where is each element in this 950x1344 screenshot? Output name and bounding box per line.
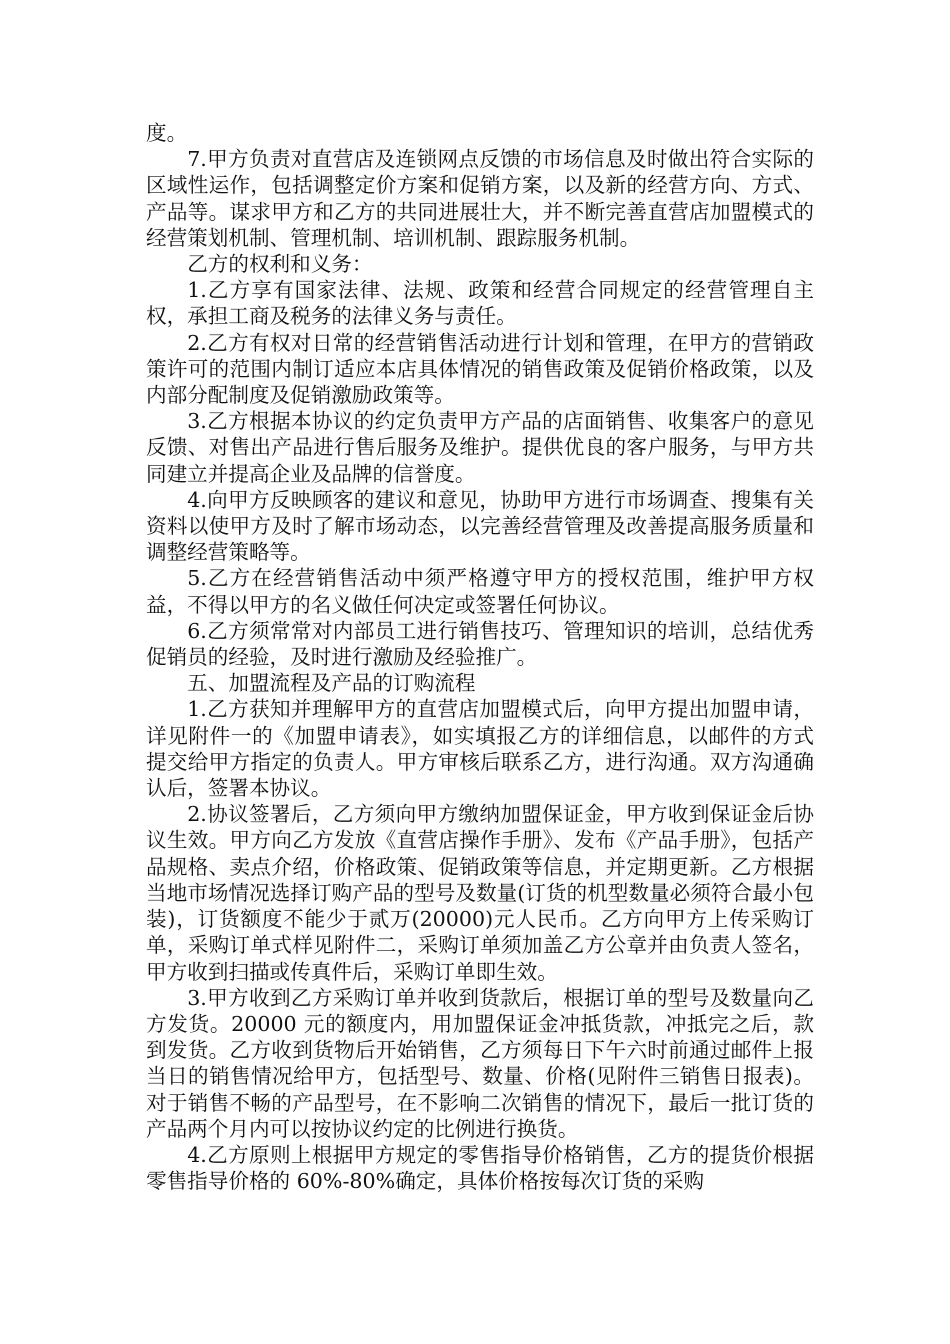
- paragraph-party-b-item-3: 3.乙方根据本协议的约定负责甲方产品的店面销售、收集客户的意见反馈、对售出产品进行售后服务及维护。提供优良的客户服务，与甲方共同建立并提高企业及品牌的信誉度。: [146, 409, 814, 486]
- section-heading-franchise-process: 五、加盟流程及产品的订购流程: [187, 671, 476, 696]
- paragraph-process-item-2: 2.协议签署后，乙方须向甲方缴纳加盟保证金，甲方收到保证金后协议生效。甲方向乙方发放《直营店操作手册》、发布《产品手册》，包括产品规格、卖点介绍，价格政策、促销政策等信息，并定期更新。乙方根据当地市场情况选择订购产品的型号及数量(订货的机型数量必须符合最小包装)，订货额度不能少于贰万(20000)元人民币。乙方向甲方上传采购订单，采购订单式样见附件二，采购订单须加盖乙方公章并由负责人签名，甲方收到扫描或传真件后，采购订单即生效。: [146, 802, 814, 984]
- paragraph-party-a-item-7: 7.甲方负责对直营店及连锁网点反馈的市场信息及时做出符合实际的区域性运作，包括调整定价方案和促销方案，以及新的经营方向、方式、产品等。谋求甲方和乙方的共同进展壮大，并不断完善直营店加盟模式的经营策划机制、管理机制、培训机制、跟踪服务机制。: [146, 147, 814, 250]
- paragraph-party-b-item-6: 6.乙方须常常对内部员工进行销售技巧、管理知识的培训，总结优秀促销员的经验，及时进行激励及经验推广。: [146, 618, 814, 670]
- paragraph-continuation: 度。: [146, 121, 188, 145]
- paragraph-process-item-1: 1.乙方获知并理解甲方的直营店加盟模式后，向甲方提出加盟申请，详见附件一的《加盟申请表》，如实填报乙方的详细信息，以邮件的方式提交给甲方指定的负责人。甲方审核后联系乙方，进行沟通。双方沟通确认后，签署本协议。: [146, 697, 814, 801]
- paragraph-party-b-item-5: 5.乙方在经营销售活动中须严格遵守甲方的授权范围，维护甲方权益，不得以甲方的名义做任何决定或签署任何协议。: [146, 566, 814, 617]
- paragraph-process-item-3: 3.甲方收到乙方采购订单并收到货款后，根据订单的型号及数量向乙方发货。20000 元的额度内，用加盟保证金冲抵货款，冲抵完之后，款到发货。乙方收到货物后开始销售，乙方须每日下午六时前通过邮件上报当日的销售情况给甲方，包括型号、数量、价格(见附件三销售日报表)。对于销售不畅的产品型号，在不影响二次销售的情况下，最后一批订货的产品两个月内可以按协议约定的比例进行换货。: [146, 985, 814, 1141]
- paragraph-process-item-4: 4.乙方原则上根据甲方规定的零售指导价格销售，乙方的提货价根据零售指导价格的 60%-80%确定，具体价格按每次订货的采购: [146, 1142, 814, 1194]
- section-heading-party-b-rights: 乙方的权利和义务：: [187, 252, 373, 277]
- paragraph-party-b-item-4: 4.向甲方反映顾客的建议和意见，协助甲方进行市场调查、搜集有关资料以使甲方及时了解市场动态，以完善经营管理及改善提高服务质量和调整经营策略等。: [146, 487, 814, 565]
- document-page: [146, 120, 814, 1194]
- paragraph-party-b-item-1: 1.乙方享有国家法律、法规、政策和经营合同规定的经营管理自主权，承担工商及税务的法律义务与责任。: [146, 278, 814, 329]
- paragraph-party-b-item-2: 2.乙方有权对日常的经营销售活动进行计划和管理，在甲方的营销政策许可的范围内制订适应本店具体情况的销售政策及促销价格政策，以及内部分配制度及促销激励政策等。: [146, 330, 814, 408]
